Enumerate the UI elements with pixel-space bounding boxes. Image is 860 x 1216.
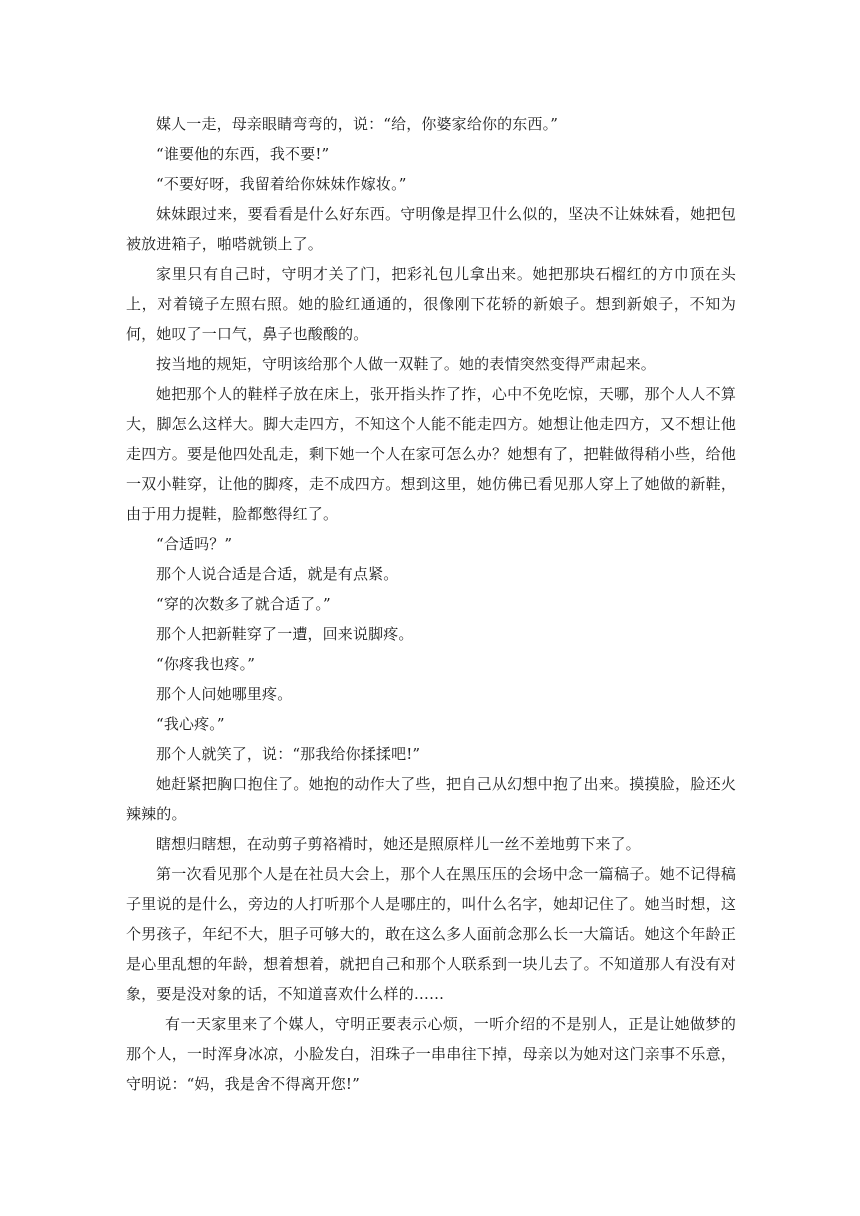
paragraph: 按当地的规矩，守明该给那个人做一双鞋了。她的表情突然变得严肃起来。 (156, 355, 656, 373)
paragraph: 第一次看见那个人是在社员大会上，那个人在黑压压的会场中念一篇稿子。她不记得稿子里说的是什么，旁边的人打听那个人是哪庄的，叫什么名字，她却记住了。她当时想，这个男孩子，年纪不大，胆子可够大的，敢在这么多人面前念那么长一大篇话。她这个年龄正是心里乱想的年龄，想着想着，就把自己和那个人联系到一块儿去了。不知道那人有没有对象，要是没对象的话，不知道喜欢什么样的…… (126, 865, 736, 1003)
paragraph: 媒人一走，母亲眼睛弯弯的，说：“给，你婆家给你的东西。” (156, 115, 559, 133)
paragraph: 瞎想归瞎想，在动剪子剪袼褙时，她还是照原样儿一丝不差地剪下来了。 (156, 835, 641, 853)
paragraph: 她赶紧把胸口抱住了。她抱的动作大了些，把自己从幻想中抱了出来。摸摸脸，脸还火辣辣的。 (126, 775, 736, 823)
paragraph: 那个人说合适是合适，就是有点紧。 (156, 565, 399, 583)
paragraph: “你疼我也疼。” (156, 655, 256, 673)
paragraph: “我心疼。” (156, 715, 225, 733)
paragraph: 她把那个人的鞋样子放在床上，张开指头拃了拃，心中不免吃惊，天哪，那个人人不算大，脚怎么这样大。脚大走四方，不知这个人能不能走四方。她想让他走四方，又不想让他走四方。要是他四处乱走，剩下她一个人在家可怎么办？她想有了，把鞋做得稍小些，给他一双小鞋穿，让他的脚疼，走不成四方。想到这里，她仿佛已看见那人穿上了她做的新鞋，由于用力提鞋，脸都憋得红了。 (126, 385, 736, 523)
paragraph: 有一天家里来了个媒人，守明正要表示心烦，一听介绍的不是别人，正是让她做梦的那个人，一时浑身冰凉，小脸发白，泪珠子一串串往下掉，母亲以为她对这门亲事不乐意，守明说：“妈，我是舍不得离开您!” (126, 1015, 736, 1093)
paragraph: “不要好呀，我留着给你妹妹作嫁妆。” (156, 175, 407, 193)
paragraph: 那个人问她哪里疼。 (156, 685, 293, 703)
paragraph: 那个人把新鞋穿了一遭，回来说脚疼。 (156, 625, 414, 643)
document-page (126, 109, 736, 1099)
paragraph: “穿的次数多了就合适了。” (156, 595, 331, 613)
paragraph: 家里只有自己时，守明才关了门，把彩礼包儿拿出来。她把那块石榴红的方巾顶在头上，对着镜子左照右照。她的脸红通通的，很像刚下花轿的新娘子。想到新娘子，不知为何，她叹了一口气，鼻子也酸酸的。 (126, 265, 736, 343)
paragraph: 妹妹跟过来，要看看是什么好东西。守明像是捍卫什么似的，坚决不让妹妹看，她把包被放进箱子，啪嗒就锁上了。 (126, 205, 736, 253)
paragraph: “谁要他的东西，我不要!” (156, 145, 330, 163)
paragraph: “合适吗？” (156, 535, 233, 553)
paragraph: 那个人就笑了，说：“那我给你揉揉吧!” (156, 745, 421, 763)
